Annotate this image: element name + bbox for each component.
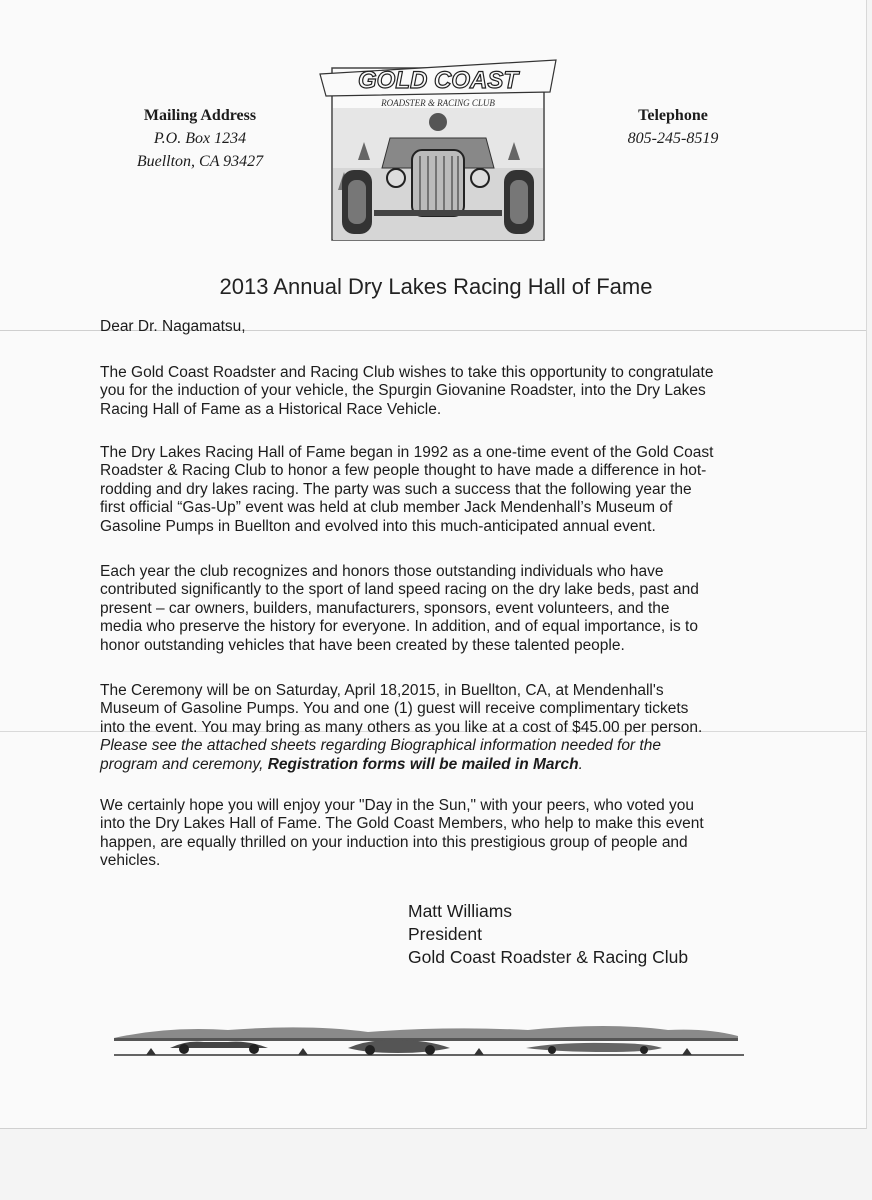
paragraph-line: happen, are equally thrilled on your induction into this prestigious group of people and: [100, 833, 688, 851]
footer-illustration: [108, 1018, 748, 1068]
mailing-address-block: [110, 104, 290, 173]
hot-rod-roadster-logo-icon: [318, 50, 558, 250]
italic-text: program and ceremony,: [100, 755, 268, 773]
telephone-number: 805-245-8519: [627, 130, 719, 147]
signer-name: Matt Williams: [408, 901, 513, 921]
logo-subtitle: ROADSTER & RACING CLUB: [381, 98, 495, 108]
paragraph-recognition: [100, 563, 780, 655]
mailing-address-heading: Mailing Address: [143, 107, 257, 124]
telephone-block: [598, 104, 748, 150]
paragraph-history: [100, 444, 780, 536]
paragraph-line: Museum of Gasoline Pumps. You and one (1) guest will receive complimentary tickets: [100, 700, 689, 718]
signer-title: President: [408, 924, 482, 944]
paragraph-line: The Gold Coast Roadster and Racing Club wishes to take this opportunity to congratulate: [100, 364, 714, 381]
letter-greeting: Dear Dr. Nagamatsu,: [100, 318, 246, 335]
paragraph-line: first official “Gas-Up” event was held at club member Jack Mendenhall’s Museum of: [100, 499, 673, 517]
mailing-address-line1: P.O. Box 1234: [153, 130, 247, 147]
paragraph-line: you for the induction of your vehicle, the Spurgin Giovanine Roadster, into the Dry Lakes: [100, 382, 706, 400]
paragraph-congratulations: [100, 364, 780, 419]
paragraph-line: The Dry Lakes Racing Hall of Fame began in 1992 as a one-time event of the Gold Coast: [100, 444, 714, 461]
paragraph-line: present – car owners, builders, manufacturers, sponsors, event volunteers, and the: [100, 599, 670, 617]
lakebed-race-cars-illustration-icon: [108, 1018, 748, 1068]
italic-text: .: [578, 755, 583, 773]
paragraph-line: into the Dry Lakes Hall of Fame. The Gold Coast Members, who help to make this event: [100, 815, 704, 833]
paragraph-line: into the event. You may bring as many others as you like at a cost of $45.00 per person.: [100, 718, 703, 736]
registration-note: Registration forms will be mailed in March: [267, 755, 579, 773]
paragraph-line: Racing Hall of Fame as a Historical Race Vehicle.: [100, 400, 442, 418]
paragraph-line: The Ceremony will be on Saturday, April 18,2015, in Buellton, CA, at Mendenhall's: [100, 682, 664, 699]
mailing-address-line2: Buellton, CA 93427: [136, 153, 264, 170]
paragraph-line: We certainly hope you will enjoy your "Day in the Sun," with your peers, who voted you: [100, 797, 694, 814]
letter-title: 2013 Annual Dry Lakes Racing Hall of Fame: [219, 274, 653, 299]
paragraph-line: honor outstanding vehicles that have been created by these talented people.: [100, 636, 625, 654]
club-logo: [318, 50, 558, 250]
paragraph-line: Roadster & Racing Club to honor a few people thought to have made a difference in hot-: [100, 462, 707, 480]
signature-block: [408, 900, 688, 969]
paragraph-line: Gasoline Pumps in Buellton and evolved into this much-anticipated annual event.: [100, 517, 656, 535]
paragraph-line-italic: Please see the attached sheets regarding Biographical information needed for the: [100, 737, 661, 755]
paragraph-line: media who preserve the history for everyone. In addition, and of equal importance, is to: [100, 618, 698, 636]
paragraph-ceremony: [100, 682, 780, 774]
logo-title: GOLD COAST: [358, 67, 518, 94]
paragraph-line-mixed: [100, 756, 780, 774]
telephone-heading: Telephone: [638, 107, 708, 124]
signer-organization: Gold Coast Roadster & Racing Club: [408, 947, 689, 967]
paragraph-line: contributed significantly to the sport of land speed racing on the dry lake beds, past and: [100, 581, 699, 599]
paragraph-line: vehicles.: [100, 852, 161, 870]
paragraph-line: rodding and dry lakes racing. The party was such a success that the following year the: [100, 480, 692, 498]
paragraph-line: Each year the club recognizes and honors those outstanding individuals who have: [100, 563, 664, 580]
paragraph-closing: [100, 797, 780, 871]
